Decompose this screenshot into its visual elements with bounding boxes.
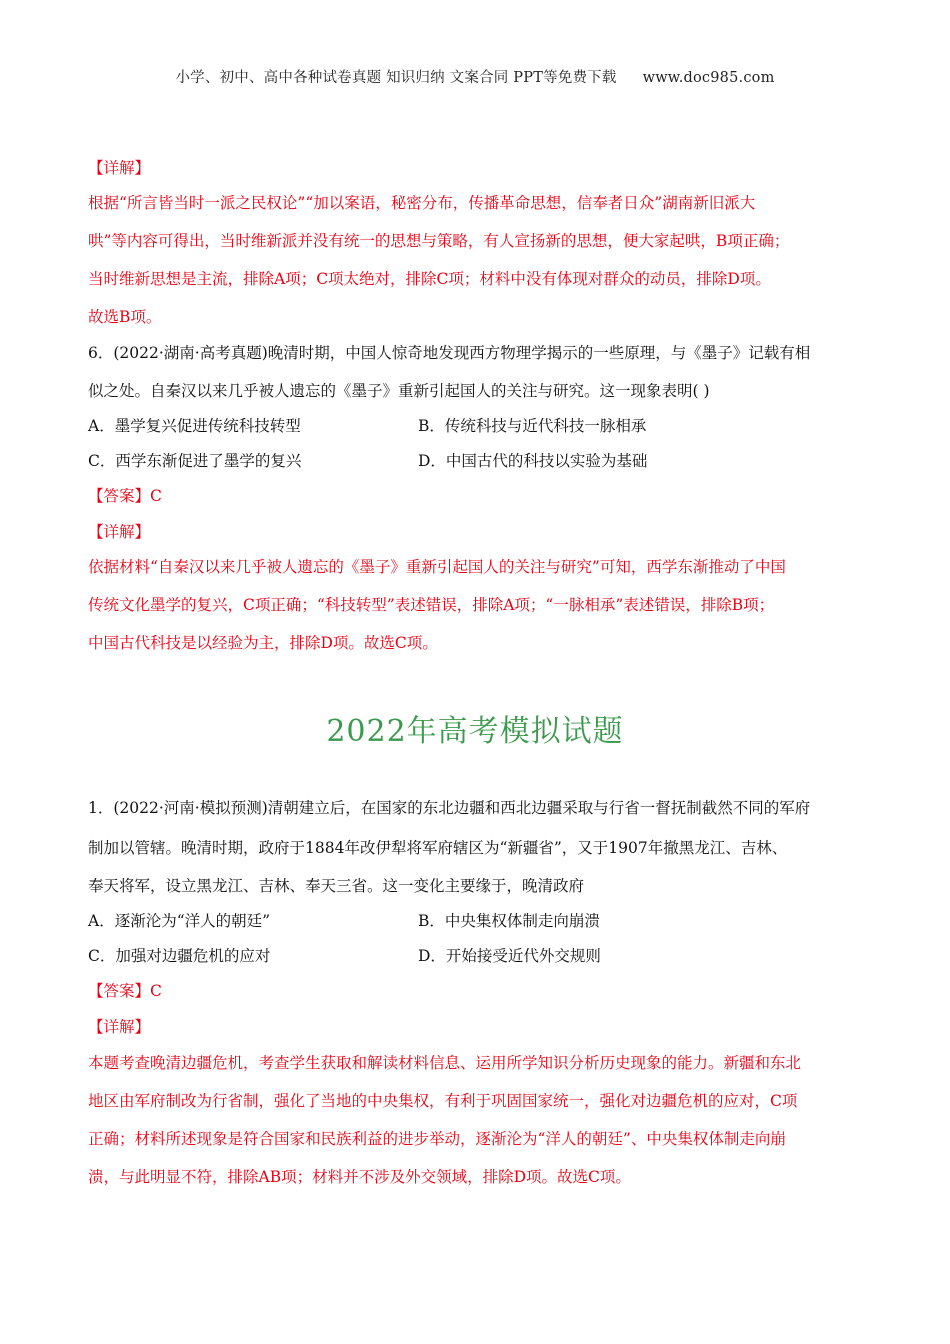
option-c: C．西学东渐促进了墨学的复兴 — [88, 452, 302, 470]
question-stem: 奉天将军，设立黑龙江、吉林、奉天三省。这一变化主要缘于，晚清政府 — [88, 877, 585, 895]
answer-label: 【答案】 — [88, 982, 151, 1000]
answer-label: 【答案】 — [88, 487, 151, 505]
header-site: www.doc985.com — [642, 70, 775, 86]
detail-line: 传统文化墨学的复兴，C项正确；“科技转型”表述错误，排除A项；“一脉相承”表述错误，排除B项； — [88, 596, 775, 614]
detail-label: 【详解】 — [88, 523, 151, 541]
option-a: A．逐渐沦为“洋人的朝廷” — [88, 912, 271, 930]
detail-line: 正确；材料所述现象是符合国家和民族利益的进步举动，逐渐沦为“洋人的朝廷”、中央集权体制走向崩 — [88, 1130, 786, 1148]
answer-value: C — [150, 982, 162, 1000]
option-d: D．中国古代的科技以实验为基础 — [418, 452, 648, 470]
option-d: D．开始接受近代外交规则 — [418, 947, 601, 965]
detail-line: 地区由军府制改为行省制，强化了当地的中央集权，有利于巩固国家统一，强化对边疆危机的应对，C项 — [88, 1092, 798, 1110]
answer-line — [88, 981, 878, 1001]
question-stem: 制加以管辖。晚清时期，政府于1884年改伊犁将军府辖区为“新疆省”，又于1907年撤黑龙江、吉林、 — [88, 839, 788, 857]
header-text: 小学、初中、高中各种试卷真题 知识归纳 文案合同 PPT等免费下载 — [175, 70, 617, 86]
detail-line: 本题考查晚清边疆危机，考查学生获取和解读材料信息、运用所学知识分析历史现象的能力。新疆和东北 — [88, 1054, 802, 1072]
answer-line — [88, 486, 878, 506]
section-title: 2022年高考模拟试题 — [326, 714, 624, 749]
detail-line: 溃，与此明显不符，排除AB项；材料并不涉及外交领域，排除D项。故选C项。 — [88, 1168, 631, 1186]
detail-line: 中国古代科技是以经验为主，排除D项。故选C项。 — [88, 634, 438, 652]
detail-line: 依据材料“自秦汉以来几乎被人遗忘的《墨子》重新引起国人的关注与研究”可知，西学东渐推动了中国 — [88, 558, 786, 576]
detail-line: 哄”等内容可得出，当时维新派并没有统一的思想与策略，有人宣扬新的思想，便大家起哄，B项正确； — [88, 232, 790, 250]
answer-value: C — [150, 487, 162, 505]
detail-line: 根据“所言皆当时一派之民权论”“加以案语，秘密分布，传播革命思想，信奉者日众”湖南新旧派大 — [88, 194, 756, 212]
detail-label: 【详解】 — [88, 159, 151, 177]
question-stem: 6．(2022·湖南·高考真题)晚清时期，中国人惊奇地发现西方物理学揭示的一些原理，与《墨子》记载有相 — [88, 344, 811, 362]
detail-line: 故选B项。 — [88, 308, 162, 326]
option-b: B．传统科技与近代科技一脉相承 — [418, 417, 647, 435]
question-stem: 1．(2022·河南·模拟预测)清朝建立后，在国家的东北边疆和西北边疆采取与行省一督抚制截然不同的军府 — [88, 799, 811, 817]
page-header — [0, 66, 950, 87]
question-stem: 似之处。自秦汉以来几乎被人遗忘的《墨子》重新引起国人的关注与研究。这一现象表明( ) — [88, 382, 710, 400]
detail-label: 【详解】 — [88, 1018, 151, 1036]
option-a: A．墨学复兴促进传统科技转型 — [88, 417, 301, 435]
detail-line: 当时维新思想是主流，排除A项；C项太绝对，排除C项；材料中没有体现对群众的动员，排除D项。 — [88, 270, 771, 288]
option-c: C．加强对边疆危机的应对 — [88, 947, 271, 965]
option-b: B．中央集权体制走向崩溃 — [418, 912, 600, 930]
